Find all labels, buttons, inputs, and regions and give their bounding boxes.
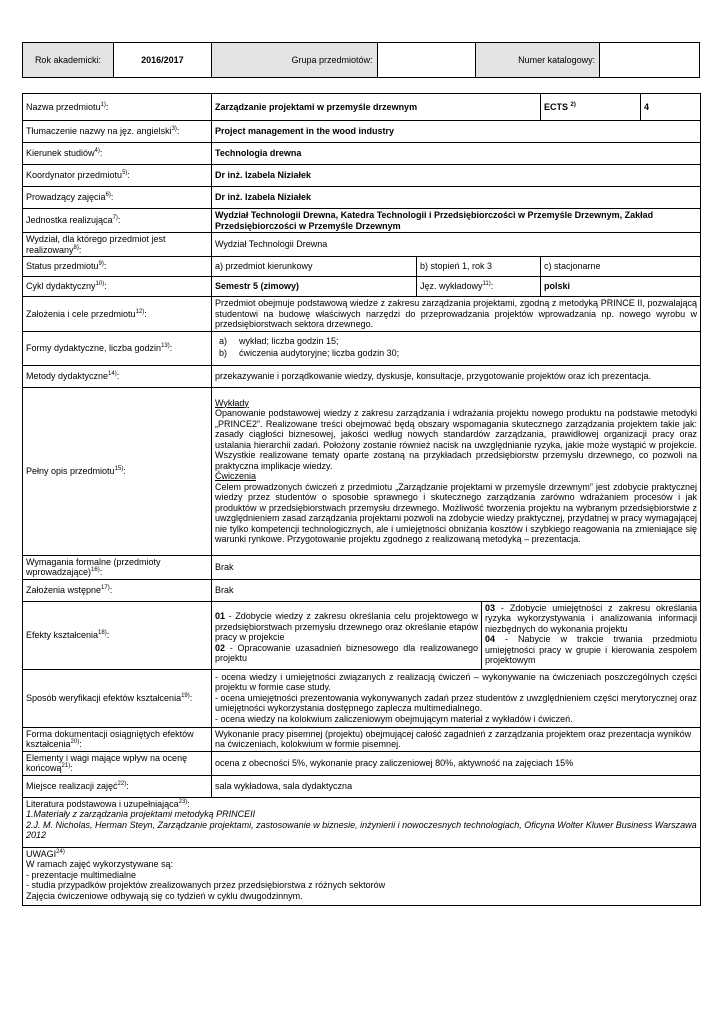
row-wymagania bbox=[23, 555, 701, 579]
row-nazwa bbox=[23, 94, 701, 121]
uwagi-cell bbox=[23, 847, 701, 905]
metody-label: Metody dydaktyczne$^{14)}$: bbox=[23, 365, 212, 387]
elementy-value: ocena z obecności 5%, wykonanie pracy zaliczeniowej 80%, aktywność na zajęciach 15% bbox=[212, 751, 701, 775]
elementy-label: Elementy i wagi mające wpływ na ocenę końcową$^{21)}$: bbox=[23, 751, 212, 775]
miejsce-value: sala wykładowa, sala dydaktyczna bbox=[212, 775, 701, 797]
formy-item: a) wykład; liczba godzin 15; bbox=[219, 335, 339, 346]
sposob-line: - ocena umiejętności prezentowania wykonywanych zadań przez studentów z uwzględnieniem części merytorycznej oraz umiejętności wykorzystania dostępnego zaplecza multimedialnego. bbox=[215, 692, 698, 714]
wymagania-label: Wymagania formalne (przedmioty wprowadzające)$^{16)}$: bbox=[23, 555, 212, 579]
zalozenia-wstepne-value: Brak bbox=[212, 579, 701, 601]
status-value-3: c) stacjonarne bbox=[541, 257, 701, 277]
row-status bbox=[23, 257, 701, 277]
sposob-label: Sposób weryfikacji efektów kształcenia$^{19)}$: bbox=[23, 669, 212, 727]
syllabus-table bbox=[22, 93, 701, 906]
efekty-col-left bbox=[212, 601, 482, 669]
row-kierunek bbox=[23, 143, 701, 165]
efekty-col-right bbox=[482, 601, 701, 669]
literatura-item: 1.Materiały z zarządzania projektami metodyką PRINCEII bbox=[26, 809, 256, 819]
tlumaczenie-value: Project management in the wood industry bbox=[212, 121, 701, 143]
sposob-value bbox=[212, 669, 701, 727]
kierunek-value: Technologia drewna bbox=[212, 143, 701, 165]
row-elementy bbox=[23, 751, 701, 775]
cykl-label: Cykl dydaktyczny$^{10)}$: bbox=[23, 277, 212, 297]
row-efekty bbox=[23, 601, 701, 669]
row-zalozenia-wstepne bbox=[23, 579, 701, 601]
tlumaczenie-label: Tłumaczenie nazwy na jęz. angielski$^{3)}$: bbox=[23, 121, 212, 143]
efekt-03: 03 - Zdobycie umiejętności z zakresu określania ryzyka wykorzystywania i analizowania informacji niezbędnych do wykonania projektu bbox=[485, 602, 698, 634]
row-koordynator bbox=[23, 165, 701, 187]
literatura-item: 2.J. M. Nicholas, Herman Steyn, Zarządzanie projektami, zastosowanie w biznesie, inżynierii i nowoczesnych technologiach, Oficyna Wolter Kluwer Business Warszawa 2012 bbox=[26, 819, 697, 840]
sposob-line: - ocena wiedzy na kolokwium zaliczeniowym obejmującym materiał z wykładów i ćwiczeń. bbox=[215, 713, 573, 724]
cykl-value: Semestr 5 (zimowy) bbox=[212, 277, 417, 297]
forma-dok-value: Wykonanie pracy pisemnej (projektu) obejmującej całość zagadnień z zarządzania projektem oraz prezentacja wyników na ćwiczeniach, kolokwium w formie pisemnej. bbox=[212, 727, 701, 751]
koordynator-label: Koordynator przedmiotu$^{5)}$: bbox=[23, 165, 212, 187]
opis-label: Pełny opis przedmiotu$^{15)}$: bbox=[23, 387, 212, 555]
row-forma-dok bbox=[23, 727, 701, 751]
prowadzacy-label: Prowadzący zajęcia$^{6)}$: bbox=[23, 187, 212, 209]
header-table bbox=[22, 42, 700, 78]
row-formy bbox=[23, 331, 701, 365]
sposob-line: - ocena wiedzy i umiejętności związanych z realizacją ćwiczeń – wykonywanie na ćwiczeniach poszczególnych części projektu w formie case study. bbox=[215, 671, 698, 693]
jednostka-value: Wydział Technologii Drewna, Katedra Technologii i Przedsiębiorczości w Przemyśle Drzewnym, Zakład Przedsiębiorczości w Przemyśle Drzewnym bbox=[212, 209, 701, 233]
opis-wyklady-text: Opanowanie podstawowej wiedzy z zakresu zarządzania i wdrażania projektu nowego produktu na podstawie metodyki „PRINCE2”. Realizowane treści obejmować będą obszary wspomagania skutecznego zarządzania projektem takie jak: zasady ciągłości biznesowej, jakości według nowych standardów zarządzania, prawidłowej organizacji pracy oraz ustalania hierarchii zadań. Położony zostanie również nacisk na uwzględnianie ryzyka, jakie może wystąpić w projekcie. Wszystkie realizowane tematy oparte zostaną na przykładach przedsiębiorstw przemysłu drzewnego, co pozwoli na praktyczna implikacje wiedzy. bbox=[215, 408, 698, 471]
row-opis bbox=[23, 387, 701, 555]
row-tlumaczenie bbox=[23, 121, 701, 143]
jez-value: polski bbox=[541, 277, 701, 297]
zalozenia-label: Założenia i cele przedmiotu$^{12)}$: bbox=[23, 297, 212, 332]
efekt-01: 01 - Zdobycie wiedzy z zakresu określania celu projektowego w przedsiębiorstwach przemysłu drzewnego oraz określanie etapów pracy w projekcie bbox=[215, 611, 478, 643]
miejsce-label: Miejsce realizacji zajęć$^{22)}$: bbox=[23, 775, 212, 797]
wydzial-label: Wydział, dla którego przedmiot jest realizowany$^{8)}$: bbox=[23, 233, 212, 257]
nazwa-value: Zarządzanie projektami w przemyśle drzewnym bbox=[212, 94, 541, 121]
row-literatura bbox=[23, 797, 701, 847]
formy-label: Formy dydaktyczne, liczba godzin$^{13)}$: bbox=[23, 331, 212, 365]
formy-value bbox=[212, 331, 701, 365]
jez-label: Jęz. wykładowy$^{11)}$: bbox=[417, 277, 541, 297]
grupa-value bbox=[377, 43, 476, 78]
uwagi-line: W ramach zajęć wykorzystywane są: bbox=[26, 859, 174, 869]
efekty-label: Efekty kształcenia$^{18)}$: bbox=[23, 601, 212, 669]
row-jednostka bbox=[23, 209, 701, 233]
row-prowadzacy bbox=[23, 187, 701, 209]
wydzial-value: Wydział Technologii Drewna bbox=[212, 233, 701, 257]
wymagania-value: Brak bbox=[212, 555, 701, 579]
row-zalozenia bbox=[23, 297, 701, 332]
status-value-1: a) przedmiot kierunkowy bbox=[212, 257, 417, 277]
rok-label: Rok akademicki: bbox=[23, 43, 114, 78]
row-sposob bbox=[23, 669, 701, 727]
efekt-04: 04 - Nabycie w trakcie trwania przedmiotu umiejętności pracy w grupie i kierowania zespołem projektowym bbox=[485, 634, 698, 665]
literatura-label: Literatura podstawowa i uzupełniająca$^{23)}$: bbox=[26, 798, 190, 809]
status-label: Status przedmiotu$^{9)}$: bbox=[23, 257, 212, 277]
formy-item: b) ćwiczenia audytoryjne; liczba godzin 30; bbox=[219, 348, 400, 358]
opis-cwiczenia-text: Celem prowadzonych ćwiczeń z przedmiotu „Zarządzanie projektami w przemyśle drzewnym” jest zdobycie praktycznej wiedzy przez studentów o sposobie sprawnego i skutecznego zarządzania zarówno wdrażaniem procesów i jak produktów w przedsiębiorstwach przemysłu drzewnego. Możliwość tworzenia projektu na wybranym przedsiębiorstwie z uwzględnieniem zasad zarządzania projektami pozwoli na zdobycie wiedzy praktycznej, przydatnej w pracy wymagającej nie tylko kompetencji technologicznych, ale i umiejętności obniżania kosztów i szybkiego reagowania na zmieniające się warunki rynkowe. Przygotowanie projektu zgodnego z realizowaną metodyką – prezentacja. bbox=[215, 481, 698, 544]
row-miejsce bbox=[23, 775, 701, 797]
uwagi-line: - prezentacje multimedialne bbox=[26, 869, 137, 880]
nazwa-label: Nazwa przedmiotu$^{1)}$: bbox=[23, 94, 212, 121]
opis-value bbox=[212, 387, 701, 555]
kierunek-label: Kierunek studiów$^{4)}$: bbox=[23, 143, 212, 165]
jednostka-label: Jednostka realizująca$^{7)}$: bbox=[23, 209, 212, 233]
zalozenia-wstepne-label: Założenia wstępne$^{17)}$: bbox=[23, 579, 212, 601]
ects-value: 4 bbox=[641, 94, 701, 121]
row-wydzial bbox=[23, 233, 701, 257]
uwagi-line: - studia przypadków projektów zrealizowanych przez przedsiębiorstwa z różnych sektorów bbox=[26, 880, 386, 890]
zalozenia-value: Przedmiot obejmuje podstawową wiedze z zakresu zarządzania projektami, zgodną z metodyką PRINCE II, pozwalającą studentowi na budowę właściwych narzędzi do przeprowadzania projektów wprowadzania np. nowego wyrobu w przedsiębiorstwach sektora drzewnego. bbox=[212, 297, 701, 332]
numer-value bbox=[600, 43, 700, 78]
metody-value: przekazywanie i porządkowanie wiedzy, dyskusje, konsultacje, przygotowanie projektów oraz ich prezentacja. bbox=[212, 365, 701, 387]
row-metody bbox=[23, 365, 701, 387]
status-value-2: b) stopień 1, rok 3 bbox=[417, 257, 541, 277]
literatura-cell bbox=[23, 797, 701, 847]
koordynator-value: Dr inż. Izabela Niziałek bbox=[212, 165, 701, 187]
row-uwagi bbox=[23, 847, 701, 905]
row-cykl bbox=[23, 277, 701, 297]
prowadzacy-value: Dr inż. Izabela Niziałek bbox=[212, 187, 701, 209]
opis-wyklady-heading: Wykłady bbox=[215, 397, 249, 408]
numer-label: Numer katalogowy: bbox=[476, 43, 600, 78]
rok-value: 2016/2017 bbox=[113, 43, 211, 78]
uwagi-line: Zajęcia ćwiczeniowe odbywają się co tydzień w cyklu dwugodzinnym. bbox=[26, 890, 303, 901]
opis-cwiczenia-heading: Ćwiczenia bbox=[215, 471, 257, 481]
efekt-02: 02 - Opracowanie uzasadnień biznesowego dla realizowanego projektu bbox=[215, 642, 478, 664]
grupa-label: Grupa przedmiotów: bbox=[211, 43, 377, 78]
forma-dok-label: Forma dokumentacji osiągniętych efektów kształcenia$^{20)}$: bbox=[23, 727, 212, 751]
ects-label: ECTS $^{2)}$ bbox=[541, 94, 641, 121]
uwagi-label: UWAGI$^{24)}$ bbox=[26, 848, 65, 859]
